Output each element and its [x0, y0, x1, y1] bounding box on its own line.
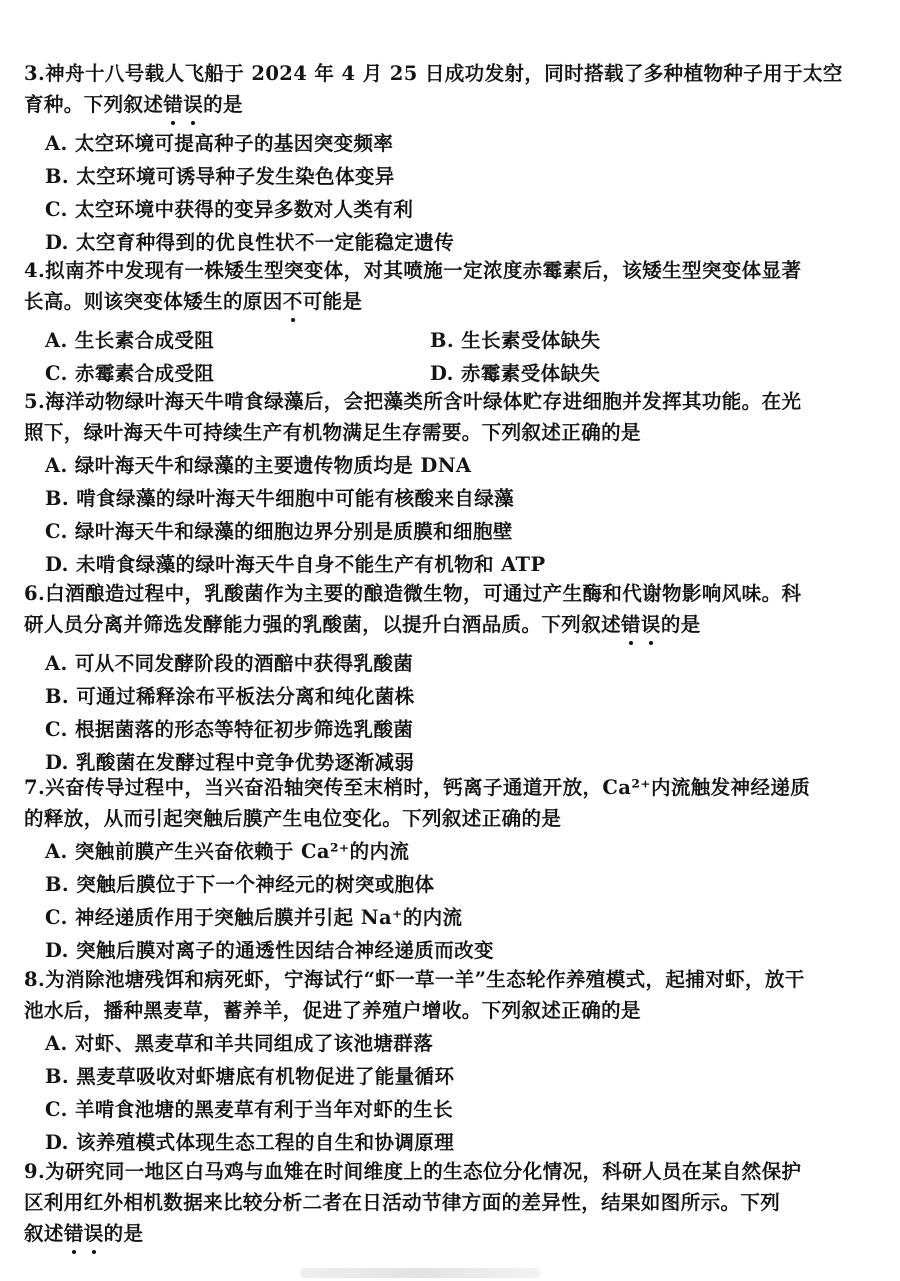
option-d: D. 赤霉素受体缺失: [430, 362, 601, 385]
option-d: D. 太空育种得到的优良性状不一定能稳定遗传: [45, 231, 455, 254]
option-a: A. 绿叶海天牛和绿藻的主要遗传物质均是 DNA: [45, 454, 472, 477]
option-b: B. 太空环境可诱导种子发生染色体变异: [45, 165, 395, 188]
question-4: [24, 255, 874, 389]
question-stem-line: 的释放，从而引起突触后膜产生电位变化。下列叙述正确的是: [24, 807, 562, 830]
question-stem-line: 9.为研究同一地区白马鸡与血雉在时间维度上的生态位分化情况，科研人员在某自然保护: [24, 1160, 802, 1183]
option-a: A. 生长素合成受阻: [45, 329, 215, 352]
question-stem-line: 叙述错误的是: [24, 1218, 874, 1249]
option-c: C. 绿叶海天牛和绿藻的细胞边界分别是质膜和细胞壁: [45, 520, 513, 543]
option-d: D. 未啃食绿藻的绿叶海天牛自身不能生产有机物和 ATP: [45, 553, 546, 576]
question-stem-line: 4.拟南芥中发现有一株矮生型突变体，对其喷施一定浓度赤霉素后，该矮生型突变体显著: [24, 259, 802, 282]
question-stem-line: 7.兴奋传导过程中，当兴奋沿轴突传至末梢时，钙离子通道开放，Ca²⁺内流触发神经递质: [24, 776, 811, 799]
emphasis-mark: 错: [64, 1218, 84, 1249]
emphasis-mark: 不: [283, 286, 303, 317]
option-d: D. 该养殖模式体现生态工程的自生和协调原理: [45, 1131, 455, 1154]
option-a: A. 太空环境可提高种子的基因突变频率: [45, 132, 394, 155]
question-6: [24, 578, 874, 778]
question-stem-line: 5.海洋动物绿叶海天牛啃食绿藻后，会把藻类所含叶绿体贮存进细胞并发挥其功能。在光: [24, 390, 802, 413]
option-a: A. 可从不同发酵阶段的酒醅中获得乳酸菌: [45, 652, 414, 675]
question-5: [24, 386, 874, 580]
option-b: B. 黑麦草吸收对虾塘底有机物促进了能量循环: [45, 1065, 455, 1088]
option-c: C. 神经递质作用于突触后膜并引起 Na⁺的内流: [45, 906, 463, 929]
option-c: C. 太空环境中获得的变异多数对人类有利: [45, 198, 414, 221]
emphasis-mark: 误: [641, 609, 661, 640]
option-d: D. 乳酸菌在发酵过程中竞争优势逐渐减弱: [45, 751, 415, 774]
option-d: D. 突触后膜对离子的通透性因结合神经递质而改变: [45, 939, 494, 962]
option-row: [24, 325, 874, 356]
option-b: B. 啃食绿藻的绿叶海天牛细胞中可能有核酸来自绿藻: [45, 487, 515, 510]
emphasis-mark: 错: [621, 609, 641, 640]
option-b: B. 生长素受体缺失: [430, 329, 601, 352]
question-stem-line: 研人员分离并筛选发酵能力强的乳酸菌，以提升白酒品质。下列叙述错误的是: [24, 609, 874, 640]
emphasis-mark: 误: [84, 1218, 104, 1249]
page-footer-smudge: [300, 1268, 540, 1278]
question-3: [24, 58, 874, 258]
question-stem-line: 长高。则该突变体矮生的原因不可能是: [24, 286, 874, 317]
option-row: [24, 358, 874, 389]
option-a: A. 对虾、黑麦草和羊共同组成了该池塘群落: [45, 1032, 434, 1055]
option-c: C. 赤霉素合成受阻: [45, 362, 215, 385]
question-8: [24, 964, 874, 1158]
question-stem-line: 8.为消除池塘残饵和病死虾，宁海试行“虾一草一羊”生态轮作养殖模式，起捕对虾，放干: [24, 968, 805, 991]
emphasis-mark: 错: [163, 89, 183, 120]
option-b: B. 突触后膜位于下一个神经元的树突或胞体: [45, 873, 435, 896]
emphasis-mark: 误: [183, 89, 203, 120]
option-c: C. 根据菌落的形态等特征初步筛选乳酸菌: [45, 718, 414, 741]
question-stem-line: 3.神舟十八号载人飞船于 2024 年 4 月 25 日成功发射，同时搭载了多种植物种子用于太空: [24, 62, 843, 85]
question-stem-line: 池水后，播种黑麦草，蓄养羊，促进了养殖户增收。下列叙述正确的是: [24, 999, 641, 1022]
option-c: C. 羊啃食池塘的黑麦草有利于当年对虾的生长: [45, 1098, 454, 1121]
question-stem-line: 照下，绿叶海天牛可持续生产有机物满足生存需要。下列叙述正确的是: [24, 421, 641, 444]
question-stem-line: 育种。下列叙述错误的是: [24, 89, 874, 120]
question-9: [24, 1156, 874, 1249]
option-a: A. 突触前膜产生兴奋依赖于 Ca²⁺的内流: [45, 840, 410, 863]
question-7: [24, 772, 874, 966]
question-stem-line: 6.白酒酿造过程中，乳酸菌作为主要的酿造微生物，可通过产生酶和代谢物影响风味。科: [24, 582, 802, 605]
option-b: B. 可通过稀释涂布平板法分离和纯化菌株: [45, 685, 415, 708]
question-stem-line: 区利用红外相机数据来比较分析二者在日活动节律方面的差异性，结果如图所示。下列: [24, 1191, 781, 1214]
